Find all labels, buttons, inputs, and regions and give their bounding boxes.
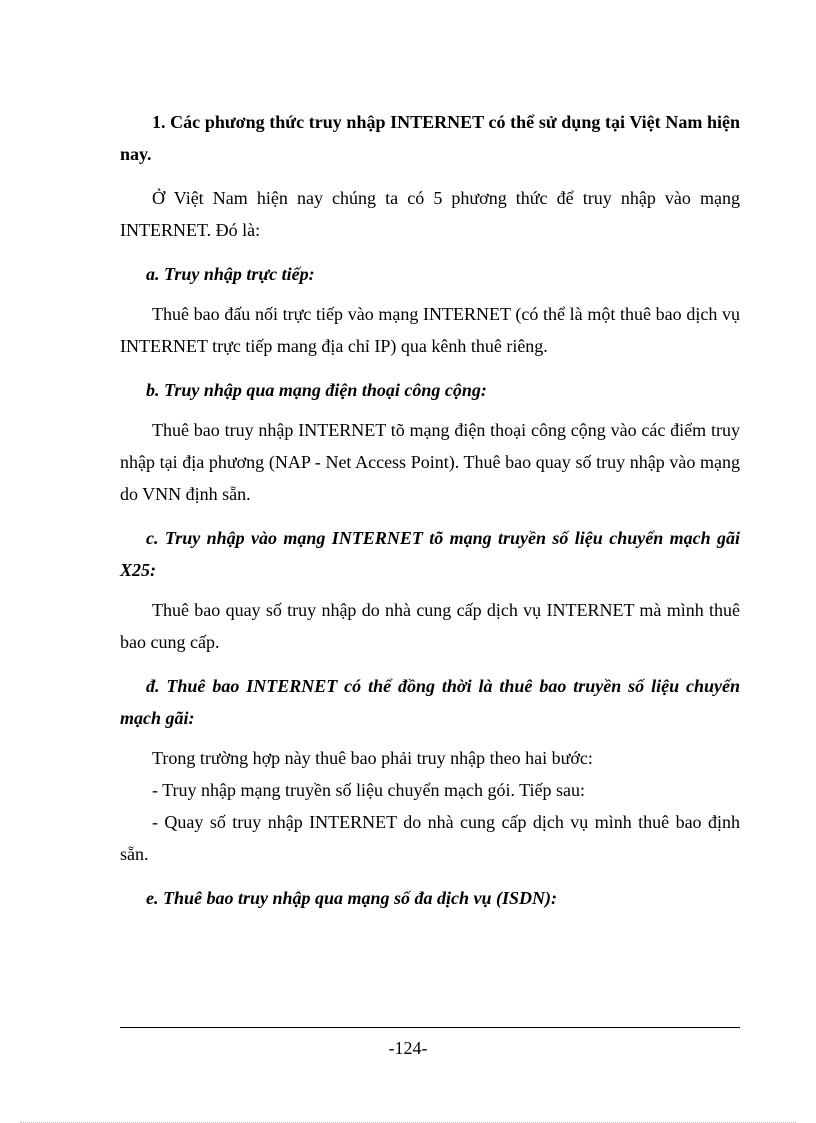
page-content bbox=[120, 106, 740, 922]
paragraph-b: Thuê bao truy nhập INTERNET tõ mạng điện thoại công cộng vào các điểm truy nhập tại địa phương (NAP - Net Access Point). Thuê bao quay số truy nhập vào mạng do VNN định sẵn. bbox=[120, 420, 740, 504]
subheading-a: a. Truy nhập trực tiếp: bbox=[146, 264, 315, 284]
paragraph-d: Trong trường hợp này thuê bao phải truy nhập theo hai bước: bbox=[152, 748, 593, 768]
subheading-b: b. Truy nhập qua mạng điện thoại công cộng: bbox=[146, 380, 487, 400]
subheading-d: đ. Thuê bao INTERNET có thể đồng thời là thuê bao truyền số liệu chuyển mạch gãi: bbox=[120, 676, 740, 728]
paragraph-a: Thuê bao đấu nối trực tiếp vào mạng INTERNET (có thể là một thuê bao dịch vụ INTERNET trực tiếp mang địa chỉ IP) qua kênh thuê riêng. bbox=[120, 304, 740, 356]
subheading-c: c. Truy nhập vào mạng INTERNET tõ mạng truyền số liệu chuyển mạch gãi X25: bbox=[120, 528, 740, 580]
paragraph-c: Thuê bao quay số truy nhập do nhà cung cấp dịch vụ INTERNET mà mình thuê bao cung cấp. bbox=[120, 600, 740, 652]
intro-paragraph: Ở Việt Nam hiện nay chúng ta có 5 phương thức để truy nhập vào mạng INTERNET. Đó là: bbox=[120, 188, 740, 240]
list-item-step-2: - Quay số truy nhập INTERNET do nhà cung cấp dịch vụ mình thuê bao định sẵn. bbox=[120, 812, 740, 864]
section-heading: 1. Các phương thức truy nhập INTERNET có thể sử dụng tại Việt Nam hiện nay. bbox=[120, 112, 740, 164]
list-item-step-1: - Truy nhập mạng truyền số liệu chuyển mạch gói. Tiếp sau: bbox=[152, 780, 585, 800]
subheading-e: e. Thuê bao truy nhập qua mạng số đa dịch vụ (ISDN): bbox=[146, 888, 558, 908]
footer-divider bbox=[120, 1027, 740, 1028]
page-number: -124- bbox=[388, 1038, 428, 1058]
